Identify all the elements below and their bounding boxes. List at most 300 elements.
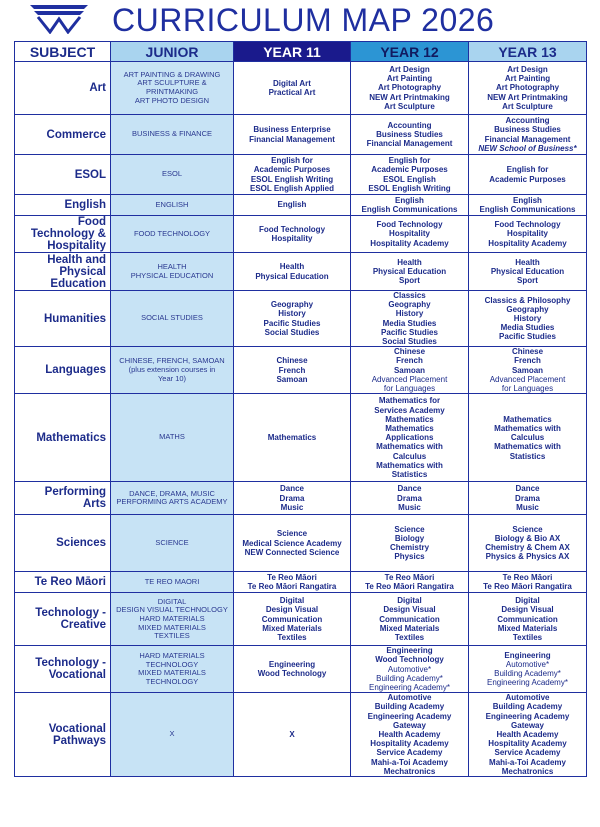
cell-line: SOCIAL STUDIES <box>141 313 203 323</box>
cell-line: Social Studies <box>382 337 437 347</box>
cell-line: Physical Education <box>490 266 565 276</box>
cell-line: Art Sculpture <box>502 101 553 111</box>
cell-line: Engineering Academy* <box>369 683 450 693</box>
cell-line: Drama <box>515 493 540 503</box>
cell-y11 <box>234 155 351 195</box>
cell-y12 <box>351 646 469 693</box>
cell-y11 <box>234 693 351 777</box>
cell-y13 <box>469 253 587 291</box>
subject-cell <box>15 253 111 291</box>
cell-y12 <box>351 572 469 593</box>
cell-line: NEW Art Printmaking <box>369 92 450 102</box>
cell-line: Chinese <box>393 347 426 357</box>
table-row <box>15 572 587 593</box>
cell-line: Food Technology <box>376 220 443 230</box>
cell-line: ESOL English <box>383 174 436 184</box>
cell-line: Te Reo Māori <box>267 573 317 583</box>
cell-line: ESOL English Applied <box>249 183 334 193</box>
cell-y13 <box>469 216 587 253</box>
cell-line: Te Reo Māori Rangatira <box>365 582 454 592</box>
cell-line: Financial Management <box>484 134 571 144</box>
cell-line: Building Academy* <box>376 673 443 683</box>
cell-junior <box>111 646 234 693</box>
cell-line: ESOL English Writing <box>368 183 451 193</box>
cell-line: MIXED MATERIALS <box>138 622 206 632</box>
cell-line: CHINESE, FRENCH, SAMOAN <box>119 356 225 366</box>
cell-junior <box>111 394 234 482</box>
cell-line: Te Reo Māori <box>34 576 106 589</box>
table-row <box>15 347 587 394</box>
table-row <box>15 195 587 216</box>
cell-line: X <box>289 730 295 740</box>
column-header-subject: SUBJECT <box>15 42 111 62</box>
cell-line: Service Academy <box>494 748 561 758</box>
cell-line: for Languages <box>383 384 436 394</box>
cell-line: Samoan <box>511 365 544 375</box>
cell-line: PHYSICAL EDUCATION <box>130 270 214 280</box>
cell-line: Chemistry <box>389 543 430 553</box>
cell-line: Vocational <box>48 722 106 735</box>
subject-cell <box>15 291 111 347</box>
cell-y12 <box>351 394 469 482</box>
subject-cell <box>15 347 111 394</box>
subject-cell <box>15 394 111 482</box>
cell-line: HEALTH <box>157 261 187 271</box>
cell-line: Business Enterprise <box>253 125 331 135</box>
cell-line: Food Technology <box>494 220 561 230</box>
cell-line: Classics <box>393 291 426 300</box>
table-row <box>15 693 587 777</box>
cell-line: Health and <box>47 253 106 266</box>
cell-y13 <box>469 693 587 777</box>
cell-line: English for <box>506 165 549 175</box>
cell-line: Applications <box>385 433 434 443</box>
cell-line: Chemistry & Chem AX <box>485 543 570 553</box>
cell-y12 <box>351 62 469 115</box>
cell-line: TECHNOLOGY <box>145 676 199 686</box>
cell-line: DIGITAL <box>157 596 187 606</box>
cell-line: Automotive <box>387 693 432 703</box>
cell-line: Year 10) <box>157 373 187 383</box>
cell-line: Pacific Studies <box>381 327 438 337</box>
cell-line: History <box>395 309 424 319</box>
cell-y13 <box>469 572 587 593</box>
cell-line: ART PAINTING & DRAWING <box>123 69 221 79</box>
cell-line: Mahi-a-Toi Academy <box>371 757 448 767</box>
header-row <box>15 42 587 62</box>
cell-line: Wood Technology <box>257 669 327 679</box>
cell-line: Mixed Materials <box>379 623 440 633</box>
cell-junior <box>111 62 234 115</box>
cell-line: English for <box>271 156 313 166</box>
cell-line: Business Studies <box>376 129 443 139</box>
cell-line: Mathematics <box>36 431 106 444</box>
subject-cell <box>15 593 111 646</box>
cell-line: Te Reo Māori <box>384 573 435 583</box>
cell-junior <box>111 216 234 253</box>
cell-line: Automotive <box>505 693 550 703</box>
cell-line: Te Reo Māori <box>502 573 553 583</box>
cell-line: Financial Management <box>249 134 335 144</box>
cell-line: Dance <box>279 484 304 494</box>
cell-line: (plus extension courses in <box>128 364 216 374</box>
cell-line: English Communications <box>361 205 458 214</box>
cell-line: Art <box>89 82 106 94</box>
cell-y12 <box>351 291 469 347</box>
cell-y13 <box>469 195 587 216</box>
cell-junior <box>111 593 234 646</box>
table-row <box>15 216 587 253</box>
subject-cell <box>15 482 111 515</box>
cell-line: Advanced Placement <box>371 374 448 384</box>
cell-line: Art Design <box>389 64 430 74</box>
cell-line: Pacific Studies <box>499 332 556 342</box>
cell-line: FOOD TECHNOLOGY <box>133 228 211 238</box>
cell-line: English Communications <box>479 205 576 214</box>
cell-junior <box>111 347 234 394</box>
cell-y11 <box>234 593 351 646</box>
cell-line: Physics & Physics AX <box>485 552 570 562</box>
cell-line: Engineering <box>268 660 316 670</box>
cell-line: Textiles <box>512 633 543 643</box>
table-row <box>15 155 587 195</box>
cell-line: MIXED MATERIALS <box>138 668 206 678</box>
cell-y13 <box>469 155 587 195</box>
cell-line: Science <box>394 524 425 534</box>
cell-line: Dance <box>515 484 540 494</box>
cell-line: Classics & Philosophy <box>484 295 571 305</box>
cell-line: Gateway <box>393 720 426 730</box>
cell-line: PRINTMAKING <box>145 87 199 96</box>
cell-line: Hospitality Academy <box>370 739 449 749</box>
cell-line: Mathematics <box>503 414 552 424</box>
cell-line: Digital <box>515 596 540 606</box>
cell-line: Automotive* <box>505 660 550 670</box>
cell-line: Business Studies <box>494 125 561 135</box>
cell-line: English <box>513 195 542 205</box>
cell-line: Art Sculpture <box>384 101 435 111</box>
cell-y11 <box>234 394 351 482</box>
cell-line: Te Reo Māori Rangatira <box>247 582 337 592</box>
cell-line: Food <box>77 216 106 228</box>
cell-y12 <box>351 515 469 572</box>
cell-line: HARD MATERIALS <box>139 613 205 623</box>
cell-y11 <box>234 646 351 693</box>
cell-line: Hospitality <box>47 240 106 252</box>
cell-y13 <box>469 593 587 646</box>
cell-line: Physical <box>59 265 106 278</box>
cell-line: Engineering <box>386 646 433 656</box>
cell-line: Hospitality Academy <box>488 739 567 749</box>
cell-line: Languages <box>45 364 106 377</box>
cell-line: Technology - <box>35 607 106 620</box>
cell-line: English <box>64 199 106 211</box>
cell-line: HARD MATERIALS <box>139 651 205 661</box>
cell-line: Hospitality <box>271 234 313 243</box>
cell-line: Performing <box>44 486 106 499</box>
table-row <box>15 593 587 646</box>
cell-line: Accounting <box>387 120 432 130</box>
cell-line: Service Academy <box>376 748 443 758</box>
subject-cell <box>15 216 111 253</box>
cell-line: PERFORMING ARTS ACADEMY <box>116 497 228 507</box>
cell-line: Food Technology <box>258 224 326 234</box>
cell-line: ART SCULPTURE & <box>137 78 207 88</box>
cell-y11 <box>234 291 351 347</box>
cell-line: Textiles <box>394 633 425 643</box>
cell-line: Arts <box>82 498 106 511</box>
cell-line: Mechatronics <box>383 766 436 776</box>
cell-line: Sport <box>399 276 420 286</box>
cell-line: Medical Science Academy <box>242 538 342 548</box>
cell-junior <box>111 693 234 777</box>
cell-line: Technology - <box>35 657 106 670</box>
cell-y12 <box>351 253 469 291</box>
cell-line: DESIGN VISUAL TECHNOLOGY <box>116 605 228 615</box>
cell-line: Art Photography <box>495 83 560 93</box>
cell-line: Art Painting <box>504 74 551 84</box>
cell-line: Academic Purposes <box>253 165 331 175</box>
column-header-year-11: YEAR 11 <box>234 42 351 62</box>
cell-y11 <box>234 253 351 291</box>
cell-junior <box>111 515 234 572</box>
cell-line: Music <box>280 502 304 512</box>
table-row <box>15 115 587 155</box>
cell-line: NEW School of Business* <box>478 143 577 153</box>
cell-line: Hospitality <box>389 229 430 239</box>
cell-line: Digital Art <box>273 78 311 88</box>
cell-junior <box>111 195 234 216</box>
cell-y13 <box>469 394 587 482</box>
cell-line: Mahi-a-Toi Academy <box>489 757 566 767</box>
cell-line: Technology & <box>30 228 106 240</box>
cell-line: Engineering Academy <box>367 711 452 721</box>
cell-line: Mixed Materials <box>262 623 322 633</box>
cell-line: BUSINESS & FINANCE <box>131 129 213 139</box>
cell-line: History <box>513 314 542 323</box>
cell-line: Advanced Placement <box>489 374 566 384</box>
cell-line: MATHS <box>159 432 185 442</box>
cell-line: Creative <box>60 619 106 632</box>
cell-line: Health Academy <box>378 730 441 740</box>
cell-line: Chinese <box>511 347 544 357</box>
cell-line: Design Visual <box>501 605 554 615</box>
cell-line: Biology & Bio AX <box>494 534 561 544</box>
column-header-junior: JUNIOR <box>111 42 234 62</box>
school-logo-icon <box>28 4 90 34</box>
cell-line: Vocational <box>48 669 106 682</box>
cell-y13 <box>469 62 587 115</box>
cell-line: Science <box>512 524 543 534</box>
cell-y13 <box>469 646 587 693</box>
cell-line: X <box>169 729 175 739</box>
subject-cell <box>15 155 111 195</box>
cell-line: Samoan <box>276 374 308 384</box>
table-row <box>15 394 587 482</box>
curriculum-table <box>14 41 587 777</box>
cell-line: Gateway <box>511 720 544 730</box>
cell-line: Building Academy <box>492 702 563 712</box>
cell-line: English <box>277 200 307 210</box>
cell-line: English for <box>388 156 431 166</box>
cell-line: Accounting <box>505 116 550 126</box>
cell-line: Design Visual <box>265 605 319 615</box>
cell-line: Te Reo Māori Rangatira <box>483 582 572 592</box>
cell-line: Hospitality Academy <box>370 238 449 248</box>
cell-line: Mixed Materials <box>497 623 558 633</box>
cell-line: Biology <box>394 534 425 544</box>
cell-line: Calculus <box>510 433 545 443</box>
cell-line: Academic Purposes <box>489 174 566 184</box>
cell-line: Digital <box>279 596 305 606</box>
cell-junior <box>111 572 234 593</box>
cell-line: Physical Education <box>255 271 329 281</box>
cell-line: ESOL <box>74 168 106 181</box>
table-row <box>15 253 587 291</box>
cell-line: Education <box>50 277 106 290</box>
cell-line: French <box>278 365 306 375</box>
subject-cell <box>15 195 111 216</box>
cell-line: Mechatronics <box>501 766 554 776</box>
page-title: CURRICULUM MAP 2026 <box>112 2 495 38</box>
cell-line: Sport <box>517 276 538 286</box>
cell-y12 <box>351 115 469 155</box>
cell-y11 <box>234 482 351 515</box>
cell-line: Mathematics <box>385 414 434 424</box>
cell-y11 <box>234 62 351 115</box>
cell-line: Media Studies <box>382 318 437 328</box>
column-header-year-13: YEAR 13 <box>469 42 587 62</box>
cell-y12 <box>351 216 469 253</box>
cell-line: Automotive* <box>387 664 432 674</box>
cell-line: NEW Art Printmaking <box>487 92 568 102</box>
cell-line: Mathematics <box>267 433 317 443</box>
cell-line: Digital <box>397 596 422 606</box>
cell-line: ART PHOTO DESIGN <box>134 95 210 105</box>
cell-line: Communication <box>379 614 440 624</box>
cell-junior <box>111 291 234 347</box>
cell-line: Geography <box>388 300 431 310</box>
cell-y13 <box>469 515 587 572</box>
cell-line: Practical Art <box>268 88 316 97</box>
cell-line: Physical Education <box>372 266 447 276</box>
table-row <box>15 482 587 515</box>
cell-line: Chinese <box>276 356 308 366</box>
cell-y12 <box>351 347 469 394</box>
cell-line: Samoan <box>393 365 426 375</box>
cell-line: Communication <box>497 614 558 624</box>
cell-line: Communication <box>261 614 323 624</box>
cell-line: Engineering <box>504 650 551 660</box>
subject-cell <box>15 115 111 155</box>
cell-line: Mathematics with <box>376 460 443 470</box>
cell-y11 <box>234 347 351 394</box>
cell-line: ESOL English Writing <box>250 174 334 184</box>
cell-y13 <box>469 291 587 347</box>
cell-line: Health <box>397 257 422 267</box>
cell-line: Art Photography <box>377 83 442 93</box>
cell-line: Social Studies <box>264 327 320 337</box>
subject-cell <box>15 646 111 693</box>
cell-y11 <box>234 115 351 155</box>
cell-y11 <box>234 216 351 253</box>
cell-line: Humanities <box>44 312 106 325</box>
subject-cell <box>15 572 111 593</box>
column-header-year-12: YEAR 12 <box>351 42 469 62</box>
cell-junior <box>111 115 234 155</box>
subject-cell <box>15 62 111 115</box>
table-row <box>15 646 587 693</box>
cell-y13 <box>469 115 587 155</box>
cell-line: Hospitality <box>507 229 548 239</box>
cell-line: History <box>278 309 306 319</box>
cell-line: Geography <box>506 304 549 314</box>
cell-line: Pacific Studies <box>263 318 321 328</box>
cell-line: Art Painting <box>386 74 433 84</box>
cell-y13 <box>469 347 587 394</box>
page-header <box>0 0 600 40</box>
cell-line: French <box>514 356 541 366</box>
cell-line: English <box>395 195 424 205</box>
cell-line: Health Academy <box>496 730 559 740</box>
table-row <box>15 515 587 572</box>
cell-line: Statistics <box>509 451 546 461</box>
cell-line: Engineering Academy* <box>487 678 568 688</box>
cell-line: French <box>396 356 423 366</box>
cell-line: TE REO MAORI <box>144 576 200 586</box>
cell-line: SCIENCE <box>155 537 189 547</box>
cell-y12 <box>351 482 469 515</box>
cell-line: Music <box>398 502 421 512</box>
cell-y11 <box>234 515 351 572</box>
cell-line: Dance <box>397 484 422 494</box>
table-row <box>15 62 587 115</box>
cell-line: Geography <box>270 300 314 310</box>
cell-line: NEW Connected Science <box>244 547 340 557</box>
cell-line: for Languages <box>501 384 554 394</box>
subject-cell <box>15 693 111 777</box>
cell-line: Mathematics <box>385 423 434 433</box>
cell-junior <box>111 482 234 515</box>
cell-y13 <box>469 482 587 515</box>
cell-line: Art Design <box>507 64 548 74</box>
cell-y12 <box>351 155 469 195</box>
cell-line: Engineering Academy <box>485 711 570 721</box>
cell-y12 <box>351 593 469 646</box>
cell-line: Mathematics with <box>494 423 561 433</box>
cell-y11 <box>234 572 351 593</box>
cell-line: Hospitality Academy <box>488 238 567 248</box>
cell-junior <box>111 155 234 195</box>
cell-line: Health <box>279 262 305 272</box>
cell-junior <box>111 253 234 291</box>
cell-line: DANCE, DRAMA, MUSIC <box>129 488 215 498</box>
cell-line: Physics <box>394 552 425 562</box>
cell-line: ESOL <box>161 169 182 179</box>
cell-line: ENGLISH <box>155 199 189 209</box>
cell-line: Pathways <box>52 734 106 747</box>
cell-y12 <box>351 195 469 216</box>
subject-cell <box>15 515 111 572</box>
cell-line: Design Visual <box>383 605 436 615</box>
cell-line: Mathematics for <box>378 396 441 406</box>
cell-line: Academic Purposes <box>371 165 448 175</box>
cell-line: Calculus <box>392 451 427 461</box>
cell-line: TECHNOLOGY <box>145 659 199 669</box>
cell-line: Sciences <box>56 537 106 550</box>
cell-line: TEXTILES <box>154 631 190 641</box>
cell-y12 <box>351 693 469 777</box>
